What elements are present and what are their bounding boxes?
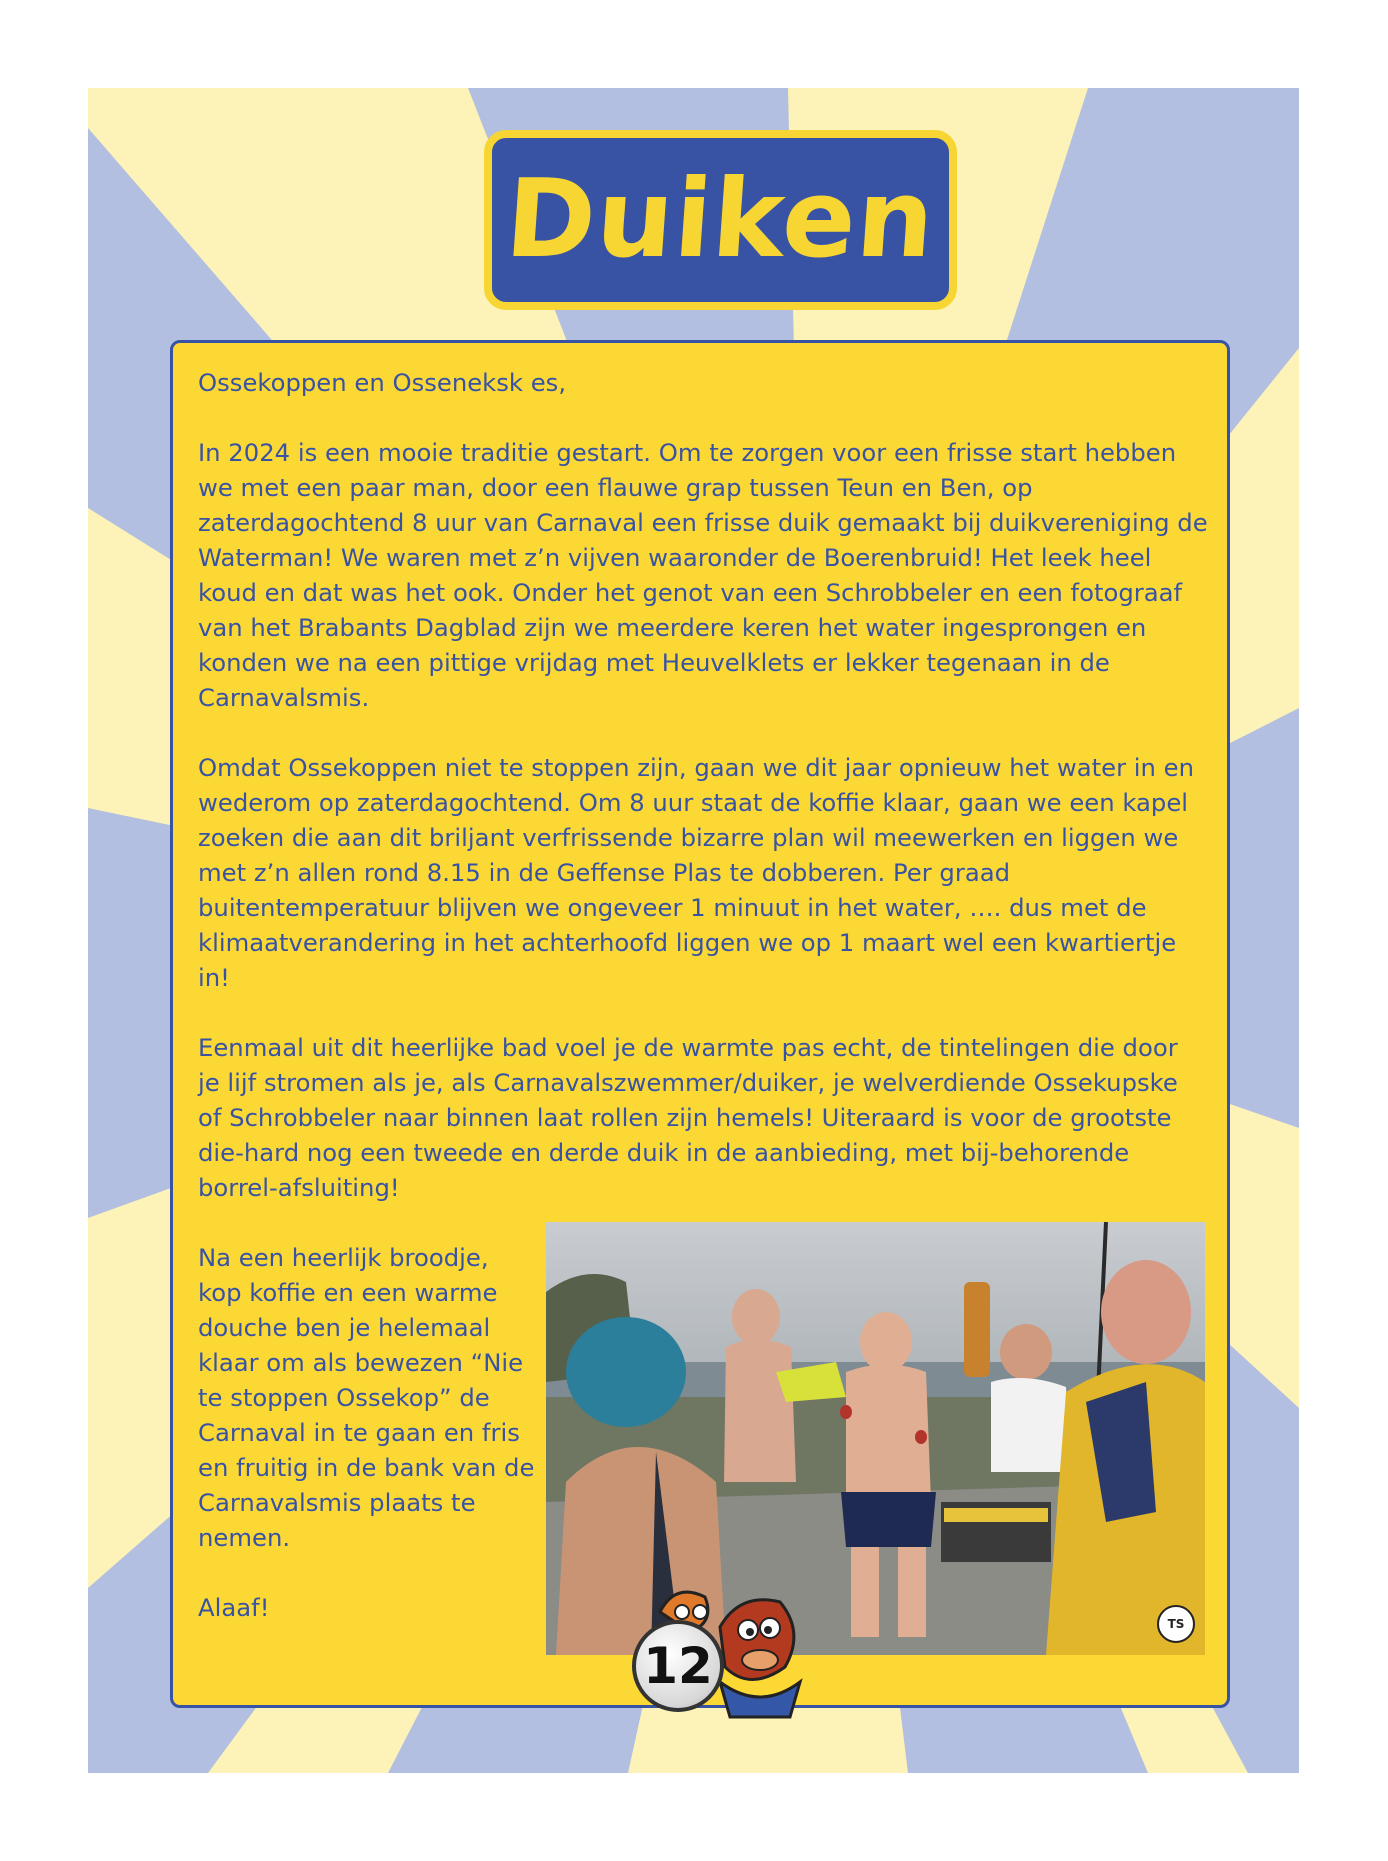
photo-credit-badge: TS	[1157, 1605, 1195, 1643]
page-number: 12	[632, 1620, 724, 1712]
greeting: Ossekoppen en Osseneksk es,	[198, 368, 567, 397]
paragraph-1: In 2024 is een mooie traditie gestart. Om te zorgen voor een frisse start hebben we met een paar man, door een flauwe grap tussen Teun en Ben, op zaterdagochtend 8 uur van Carnaval een frisse duik gemaakt bij duikvereniging de Waterman! We waren met z’n vijven waaronder de Boerenbruid! Het leek heel koud en dat was het ook. Onder het genot van een Schrobbeler en een fotograaf van het Brabants Dagblad zijn we meerdere keren het water ingesprongen en konden we na een pittige vrijdag met Heuvelklets er lekker tegenaan in de Carnavalsmis.	[198, 438, 1208, 712]
paragraph-4: Na een heerlijk broodje, kop koffie en een warme douche ben je helemaal klaar om als bewezen “Nie te stoppen Ossekop” de Carnaval in te gaan en fris en fruitig in de bank van de Carnavalsmis plaats te nemen.	[198, 1243, 535, 1552]
paragraph-3: Eenmaal uit dit heerlijke bad voel je de warmte pas echt, de tintelingen die door je lijf stromen als je, als Carnavalszwemmer/duiker, je welverdiende Ossekupske of Schrobbeler naar binnen laat rollen zijn hemels! Uiteraard is voor de grootste die-hard nog een tweede en derde duik in de aanbieding, met bij-behorende borrel-afsluiting!	[198, 1033, 1178, 1202]
title-banner	[484, 130, 957, 310]
paragraph-2: Omdat Ossekoppen niet te stoppen zijn, gaan we dit jaar opnieuw het water in en wederom op zaterdagochtend. Om 8 uur staat de koffie klaar, gaan we een kapel zoeken die aan dit briljant verfrissende bizarre plan wil meewerken en liggen we met z’n allen rond 8.15 in de Geffense Plas te dobberen. Per graad buitentemperatuur blijven we ongeveer 1 minuut in het water, …. dus met de klimaatverandering in het achterhoofd liggen we op 1 maart wel een kwartiertje in!	[198, 753, 1195, 992]
closing: Alaaf!	[198, 1593, 270, 1622]
page-number-mascot	[620, 1572, 820, 1722]
page-title: Duiken	[501, 157, 940, 282]
